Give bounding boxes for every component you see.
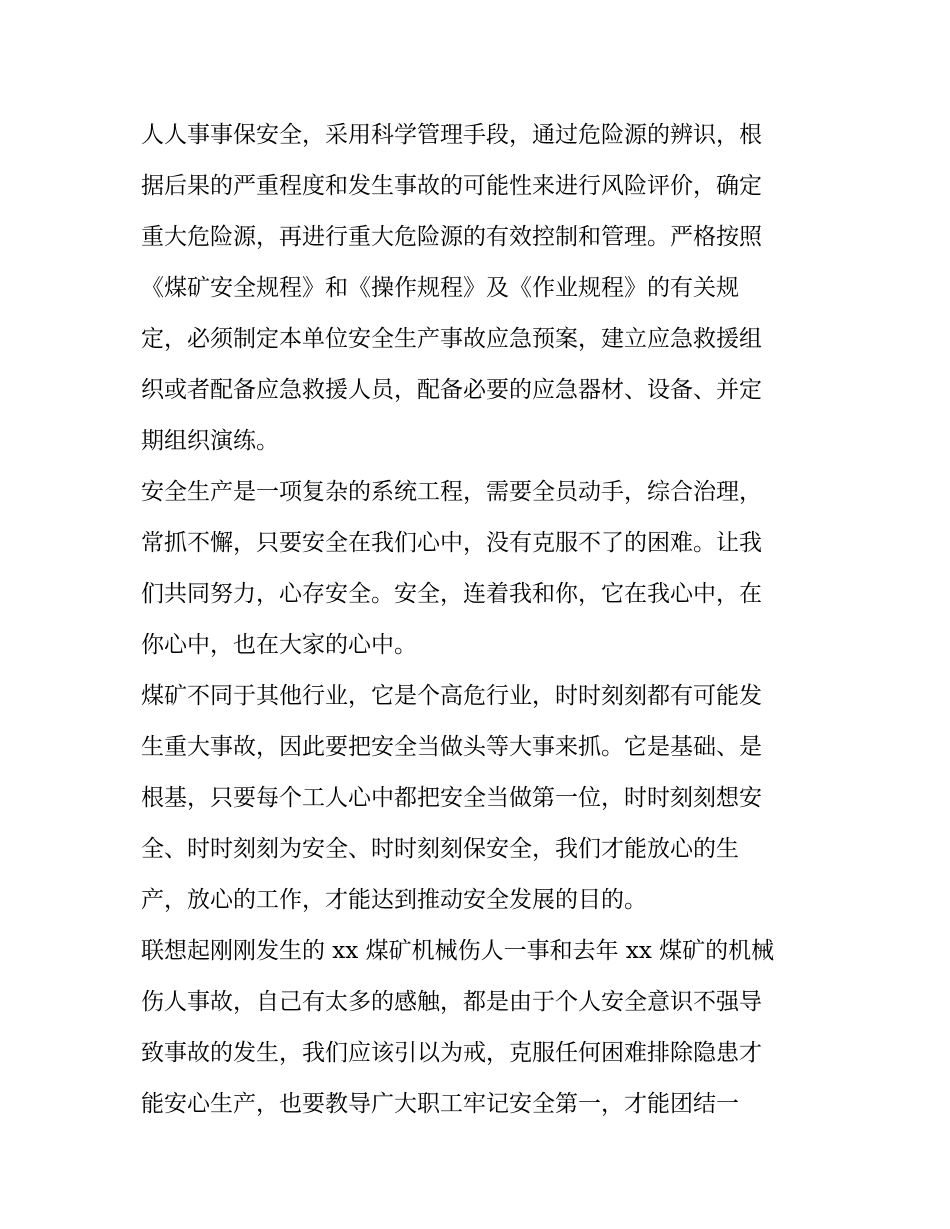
text-line: 织或者配备应急救援人员，配备必要的应急器材、设备、并定 [141, 377, 762, 403]
text-line: 定，必须制定本单位安全生产事故应急预案，建立应急救援组 [141, 326, 762, 352]
text-line: 《煤矿安全规程》和《操作规程》及《作业规程》的有关规 [141, 275, 739, 301]
text-line: 据后果的严重程度和发生事故的可能性来进行风险评价，确定 [141, 173, 762, 199]
body-text [141, 110, 813, 1130]
text-line: 煤矿不同于其他行业，它是个高危行业，时时刻刻都有可能发 [141, 683, 762, 709]
text-line: 们共同努力，心存安全。安全，连着我和你，它在我心中，在 [141, 581, 762, 607]
text-line: 常抓不懈，只要安全在我们心中，没有克服不了的困难。让我 [141, 530, 762, 556]
text-line: 重大危险源，再进行重大危险源的有效控制和管理。严格按照 [141, 224, 762, 250]
text-line: 联想起刚刚发生的 xx 煤矿机械伤人一事和去年 xx 煤矿的机械 [141, 938, 775, 964]
text-line: 全、时时刻刻为安全、时时刻刻保安全，我们才能放心的生 [141, 836, 739, 862]
text-line: 能安心生产，也要教导广大职工牢记安全第一，才能团结一 [141, 1091, 739, 1117]
text-line: 生重大事故，因此要把安全当做头等大事来抓。它是基础、是 [141, 734, 762, 760]
text-line: 根基，只要每个工人心中都把安全当做第一位，时时刻刻想安 [141, 785, 762, 811]
text-line: 伤人事故，自己有太多的感触，都是由于个人安全意识不强导 [141, 989, 762, 1015]
text-line: 期组织演练。 [141, 428, 279, 454]
text-line: 安全生产是一项复杂的系统工程，需要全员动手，综合治理， [141, 479, 762, 505]
text-line: 致事故的发生，我们应该引以为戒，克服任何困难排除隐患才 [141, 1040, 762, 1066]
text-line: 产，放心的工作，才能达到推动安全发展的目的。 [141, 887, 647, 913]
text-line: 人人事事保安全，采用科学管理手段，通过危险源的辨识，根 [141, 122, 762, 148]
text-line: 你心中，也在大家的心中。 [141, 632, 417, 658]
